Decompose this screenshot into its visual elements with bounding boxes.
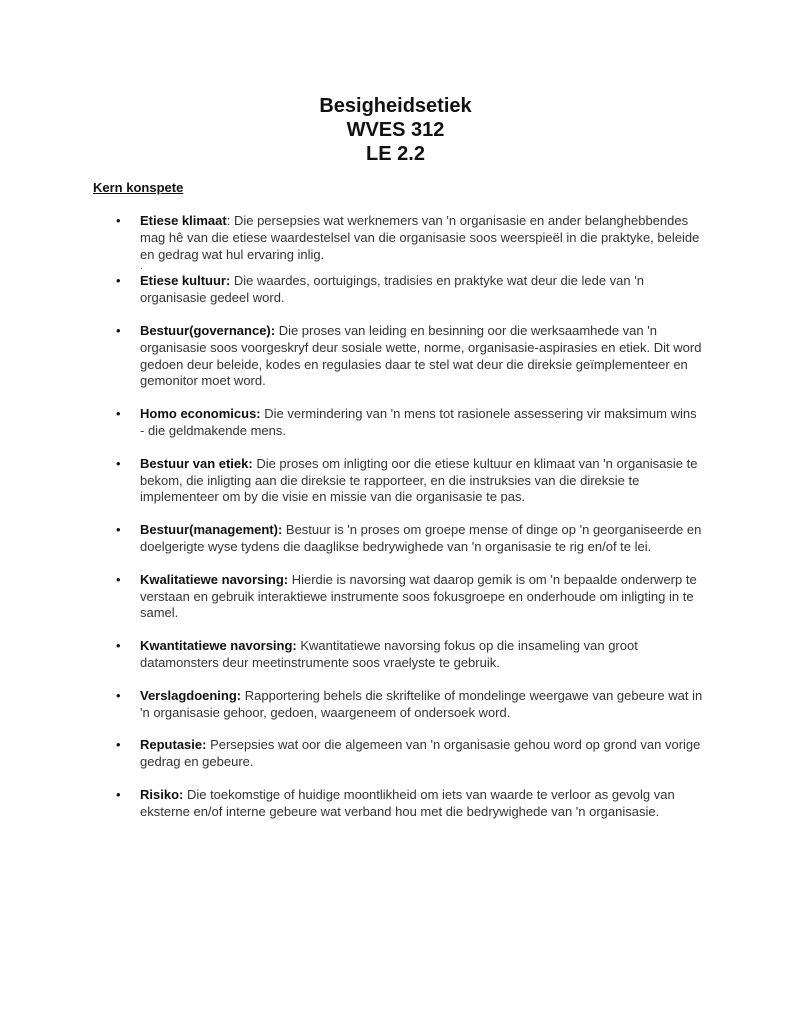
concept-definition: Hierdie is navorsing wat daarop gemik is om 'n bepaalde onderwerp te verstaan en gebruik interaktiewe instrumente soos fokusgroepe en onderhoude om inligting in te samel. — [140, 571, 697, 621]
bullet-icon: • — [116, 213, 121, 228]
concept-definition: Kwantitatiewe navorsing fokus op die insameling van groot datamonsters deur meetinstrumente soos vraelyste te gebruik. — [140, 638, 638, 670]
concept-term: Homo economicus: — [140, 406, 261, 422]
concept-definition: Rapportering behels die skriftelike of mondelinge weergawe van gebeure wat in 'n organisasie gehoor, gedoen, waargeneem of ondersoek word. — [140, 687, 703, 720]
title-block — [0, 94, 791, 166]
list-item — [0, 688, 791, 722]
bullet-icon: • — [116, 737, 121, 753]
concept-definition: Die vermindering van 'n mens tot rasionele assessering vir maksimum wins - die geldmakende mens. — [140, 406, 697, 438]
concept-term: Reputasie: — [140, 737, 207, 753]
list-item — [0, 273, 791, 307]
bullet-icon: • — [116, 273, 121, 289]
concept-term: Bestuur(governance): — [140, 322, 276, 338]
concept-definition: Die toekomstige of huidige moontlikheid om iets van waarde te verloor as gevolg van eksterne en/of interne gebeure wat verband hou met die bedrywighede van 'n organisasie. — [140, 786, 675, 819]
list-item — [0, 213, 791, 271]
concept-separator: : — [226, 213, 231, 228]
concept-term: Risiko: — [140, 786, 184, 802]
concept-term: Kwantitatiewe navorsing: — [140, 638, 297, 654]
concept-list — [0, 213, 791, 821]
concept-term: Etiese kultuur: — [140, 273, 231, 289]
bullet-icon: • — [116, 322, 121, 338]
list-item — [0, 323, 791, 390]
section-heading: Kern konspete — [93, 180, 184, 195]
concept-definition: Die persepsies wat werknemers van 'n organisasie en ander belanghebbendes mag hê van die etiese waardestelsel van die organisasie soos weerspieël in die praktyke, beleide en gedrag wat hul ervaring inlig. — [140, 213, 700, 262]
course-code: WVES 312 — [346, 119, 445, 141]
bullet-icon: • — [116, 786, 121, 802]
concept-term: Etiese klimaat — [140, 213, 227, 228]
concept-definition: Bestuur is 'n proses om groepe mense of dinge op 'n georganiseerde en doelgerigte wyse tydens die daaglikse bedrywighede van 'n organisasie te rig en/of te lei. — [140, 522, 702, 554]
list-item — [0, 456, 791, 506]
bullet-icon: • — [116, 571, 121, 587]
concept-definition: Die waardes, oortuigings, tradisies en praktyke wat deur die lede van 'n organisasie gedeel word. — [140, 273, 644, 306]
list-item — [0, 638, 791, 672]
stray-mark: . — [140, 261, 143, 273]
concept-term: Bestuur(management): — [140, 522, 283, 538]
bullet-icon: • — [116, 455, 121, 471]
bullet-icon: • — [116, 638, 121, 654]
list-item — [0, 787, 791, 821]
list-item — [0, 737, 791, 771]
concept-definition: Die proses om inligting oor die etiese kultuur en klimaat van 'n organisasie te bekom, die inligting aan die direksie te rapporteer, en die instruksies van die direksie te implementeer om by die visie en missie van die organisasie te pas. — [140, 455, 698, 505]
concept-definition: Die proses van leiding en besinning oor die werksaamhede van 'n organisasie soos voorgeskryf deur sosiale wette, norme, organisasie-aspirasies en etiek. Dit word gedoen deur beleide, kodes en regulasies daar te stel wat deur die direksie geïmplementeer en gemonitor moet word. — [140, 322, 702, 389]
list-item — [0, 522, 791, 556]
page-title: Besigheidsetiek — [319, 95, 472, 117]
concept-definition: Persepsies wat oor die algemeen van 'n organisasie gehou word op grond van vorige gedrag en gebeure. — [140, 737, 701, 770]
list-item — [0, 406, 791, 440]
bullet-icon: • — [116, 406, 121, 422]
bullet-icon: • — [116, 687, 121, 703]
list-item — [0, 572, 791, 622]
unit-number: LE 2.2 — [366, 143, 425, 165]
bullet-icon: • — [116, 522, 121, 538]
concept-term: Kwalitatiewe navorsing: — [140, 571, 289, 587]
concept-term: Verslagdoening: — [140, 687, 242, 703]
concept-term: Bestuur van etiek: — [140, 455, 253, 471]
